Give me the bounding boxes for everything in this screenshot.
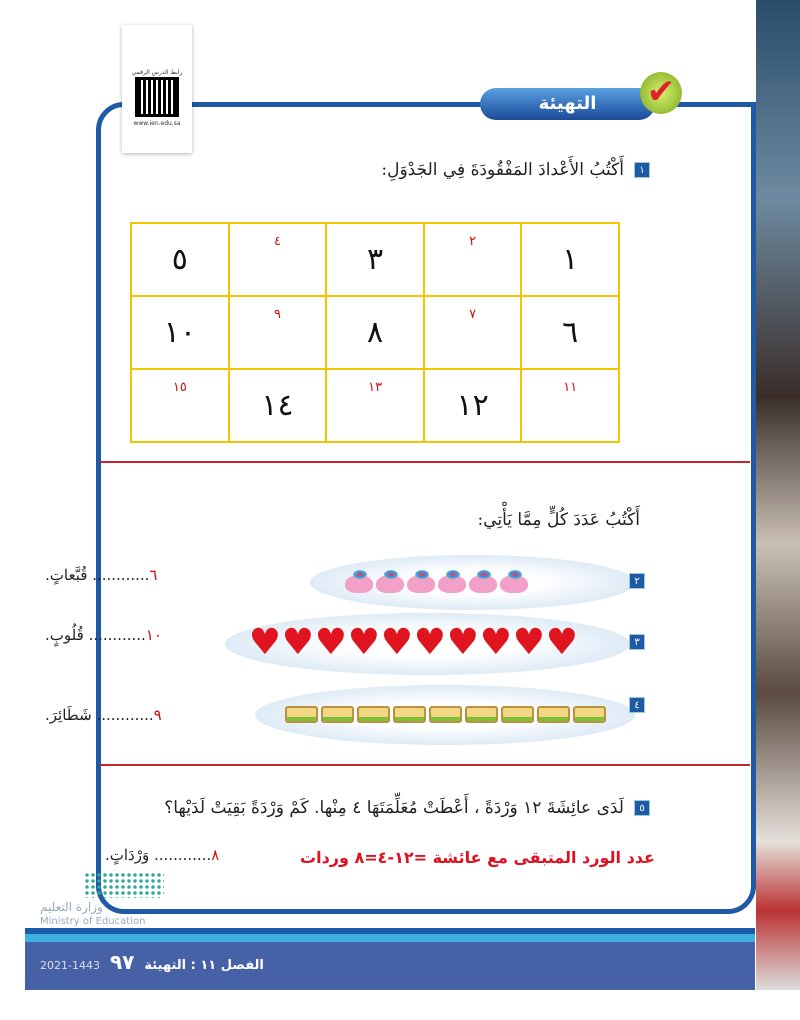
- hat-icon: [500, 575, 528, 593]
- count-title: أَكْتُبُ عَدَدَ كُلٍّ مِمَّا يَأْتِي:: [477, 510, 640, 530]
- section-title: التهيئة: [480, 88, 655, 120]
- answer-3: [45, 626, 162, 644]
- answer-5: [105, 846, 219, 864]
- table-row: [131, 223, 619, 296]
- heart-icon: ♥: [545, 622, 578, 663]
- sandwich-icon: [537, 706, 570, 723]
- answer-cell[interactable]: ١٥: [131, 369, 229, 442]
- answer-unit: شَطَائِرَ.: [45, 706, 92, 724]
- heart-icon: ♥: [347, 622, 380, 663]
- answer-blank: ............: [154, 846, 212, 864]
- answer-4: [45, 706, 162, 724]
- qr-caption: رابط الدرس الرقمي: [131, 69, 183, 76]
- table-cell: ١٠: [131, 296, 229, 369]
- heart-icon: ♥: [413, 622, 446, 663]
- qr-card[interactable]: [122, 25, 192, 153]
- divider: [100, 461, 750, 463]
- table-cell: ٨: [326, 296, 424, 369]
- answer-cell[interactable]: ٧: [424, 296, 522, 369]
- question-number: ٥: [634, 800, 650, 816]
- question-number: ٤: [629, 697, 645, 713]
- heart-icon: ♥: [380, 622, 413, 663]
- answer-unit: قُلُوبٍ.: [45, 626, 84, 644]
- sandwich-icon: [357, 706, 390, 723]
- footer-row: [40, 950, 264, 974]
- year: 2021-1443: [40, 959, 100, 972]
- ministry-ar: وزارة التعليم: [40, 900, 103, 914]
- sandwich-icon: [501, 706, 534, 723]
- sandwich-icon: [285, 706, 318, 723]
- question-1: [381, 160, 650, 180]
- table-cell: ١: [521, 223, 619, 296]
- answer-blank: ............: [92, 566, 150, 584]
- answer-cell[interactable]: ٢: [424, 223, 522, 296]
- answer-cell[interactable]: ١١: [521, 369, 619, 442]
- question-4: [629, 697, 645, 713]
- answer-blank: ............: [88, 626, 146, 644]
- answer-value[interactable]: ٩: [153, 706, 162, 724]
- table-cell: ٥: [131, 223, 229, 296]
- hat-icon: [407, 575, 435, 593]
- answer-value[interactable]: ١٠: [145, 626, 162, 644]
- checkmark-icon: ✔: [640, 72, 682, 114]
- side-photo: [756, 0, 800, 990]
- sandwiches-row: [285, 706, 606, 723]
- qr-url: www.ien.edu.sa: [133, 120, 181, 127]
- answer-unit: قُبَّعاتٍ.: [45, 566, 88, 584]
- answer-cell[interactable]: ٩: [229, 296, 327, 369]
- chapter-label: الفصل ١١ : التهيئة: [144, 958, 264, 973]
- heart-icon: ♥: [314, 622, 347, 663]
- ministry-en: Ministry of Education: [40, 916, 146, 927]
- answer-2: [45, 566, 157, 584]
- answer-cell[interactable]: ١٣: [326, 369, 424, 442]
- question-3: [629, 634, 645, 650]
- hat-icon: [376, 575, 404, 593]
- answer-cell[interactable]: ٤: [229, 223, 327, 296]
- question-number: ٣: [629, 634, 645, 650]
- heart-icon: ♥: [281, 622, 314, 663]
- heart-icon: ♥: [479, 622, 512, 663]
- sandwich-icon: [573, 706, 606, 723]
- table-row: [131, 296, 619, 369]
- divider: [100, 764, 750, 766]
- heart-icon: ♥: [248, 622, 281, 663]
- question-number: ١: [634, 162, 650, 178]
- ministry-label: [40, 900, 145, 928]
- answer-value[interactable]: ٦: [149, 566, 158, 584]
- table-cell: ١٤: [229, 369, 327, 442]
- hat-icon: [469, 575, 497, 593]
- qr-code-icon: [135, 77, 179, 117]
- hearts-row: [248, 622, 578, 663]
- page-number: ٩٧: [109, 950, 135, 974]
- answer-blank: ............: [96, 706, 154, 724]
- hat-icon: [438, 575, 466, 593]
- question-2: [629, 573, 645, 589]
- answer-value[interactable]: ٨: [211, 846, 220, 864]
- sandwich-icon: [465, 706, 498, 723]
- heart-icon: ♥: [446, 622, 479, 663]
- heart-icon: ♥: [512, 622, 545, 663]
- table-row: [131, 369, 619, 442]
- worked-solution: عدد الورد المتبقى مع عائشة =١٢-٤=٨ وردات: [300, 848, 655, 867]
- sandwich-icon: [393, 706, 426, 723]
- table-cell: ١٢: [424, 369, 522, 442]
- table-cell: ٣: [326, 223, 424, 296]
- table-cell: ٦: [521, 296, 619, 369]
- answer-unit: وَرْدَاتٍ.: [105, 846, 150, 864]
- numbers-table: [130, 222, 620, 443]
- question-5: [164, 798, 650, 818]
- ministry-logo-icon: [84, 872, 164, 898]
- hat-icon: [345, 575, 373, 593]
- sandwich-icon: [429, 706, 462, 723]
- question-number: ٢: [629, 573, 645, 589]
- question-text: أَكْتُبُ الأَعْدادَ المَفْقُودَةَ فِي الجَدْوَلِ:: [381, 160, 624, 180]
- hats-row: [345, 575, 528, 593]
- sandwich-icon: [321, 706, 354, 723]
- question-text: لَدَى عائِشَةَ ١٢ وَرْدَةً ، أَعْطَتْ مُعَلِّمَتَهَا ٤ مِنْها. كَمْ وَرْدَةً بَقِيَتْ لَدَيْها؟: [164, 798, 624, 818]
